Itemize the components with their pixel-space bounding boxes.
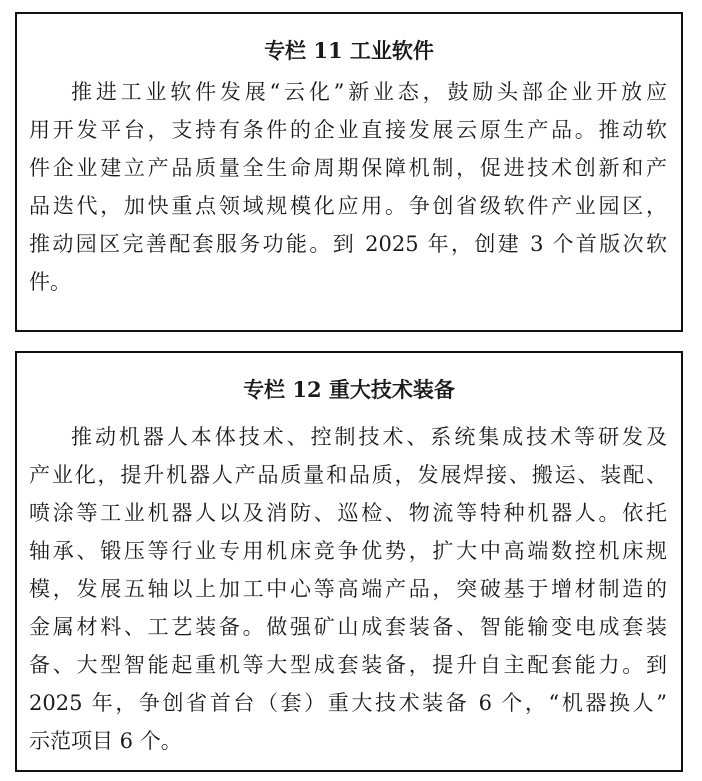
text-line: 用开发平台，支持有条件的企业直接发展云原生产品。推动软	[29, 118, 667, 142]
text-line: 示范项目 6 个。	[29, 729, 182, 753]
column-body	[29, 418, 667, 760]
text-line: 推动机器人本体技术、控制技术、系统集成技术等研发及	[71, 425, 667, 449]
text-line: 轴承、锻压等行业专用机床竞争优势，扩大中高端数控机床规	[29, 539, 667, 563]
text-line: 产业化，提升机器人产品质量和品质，发展焊接、搬运、装配、	[29, 463, 667, 487]
text-line: 品迭代，加快重点领域规模化应用。争创省级软件产业园区，	[29, 194, 667, 218]
column-body	[29, 73, 667, 301]
text-line: 2025 年，争创省首台（套）重大技术装备 6 个，“机器换人”	[29, 691, 667, 715]
text-line: 推动园区完善配套服务功能。到 2025 年，创建 3 个首版次软	[29, 232, 667, 256]
column-title: 专栏 12 重大技术装备	[243, 377, 455, 402]
text-line: 件。	[29, 270, 71, 294]
text-line: 件企业建立产品质量全生命周期保障机制，促进技术创新和产	[29, 156, 667, 180]
text-line: 喷涂等工业机器人以及消防、巡检、物流等特种机器人。依托	[29, 501, 667, 525]
text-line: 金属材料、工艺装备。做强矿山成套装备、智能输变电成套装	[29, 615, 667, 639]
column-box-12	[15, 351, 683, 772]
column-title: 专栏 11 工业软件	[264, 38, 434, 63]
column-box-11	[15, 12, 683, 332]
text-line: 推进工业软件发展“云化”新业态，鼓励头部企业开放应	[71, 80, 667, 104]
text-line: 模，发展五轴以上加工中心等高端产品，突破基于增材制造的	[29, 577, 667, 601]
text-line: 备、大型智能起重机等大型成套装备，提升自主配套能力。到	[29, 653, 667, 677]
